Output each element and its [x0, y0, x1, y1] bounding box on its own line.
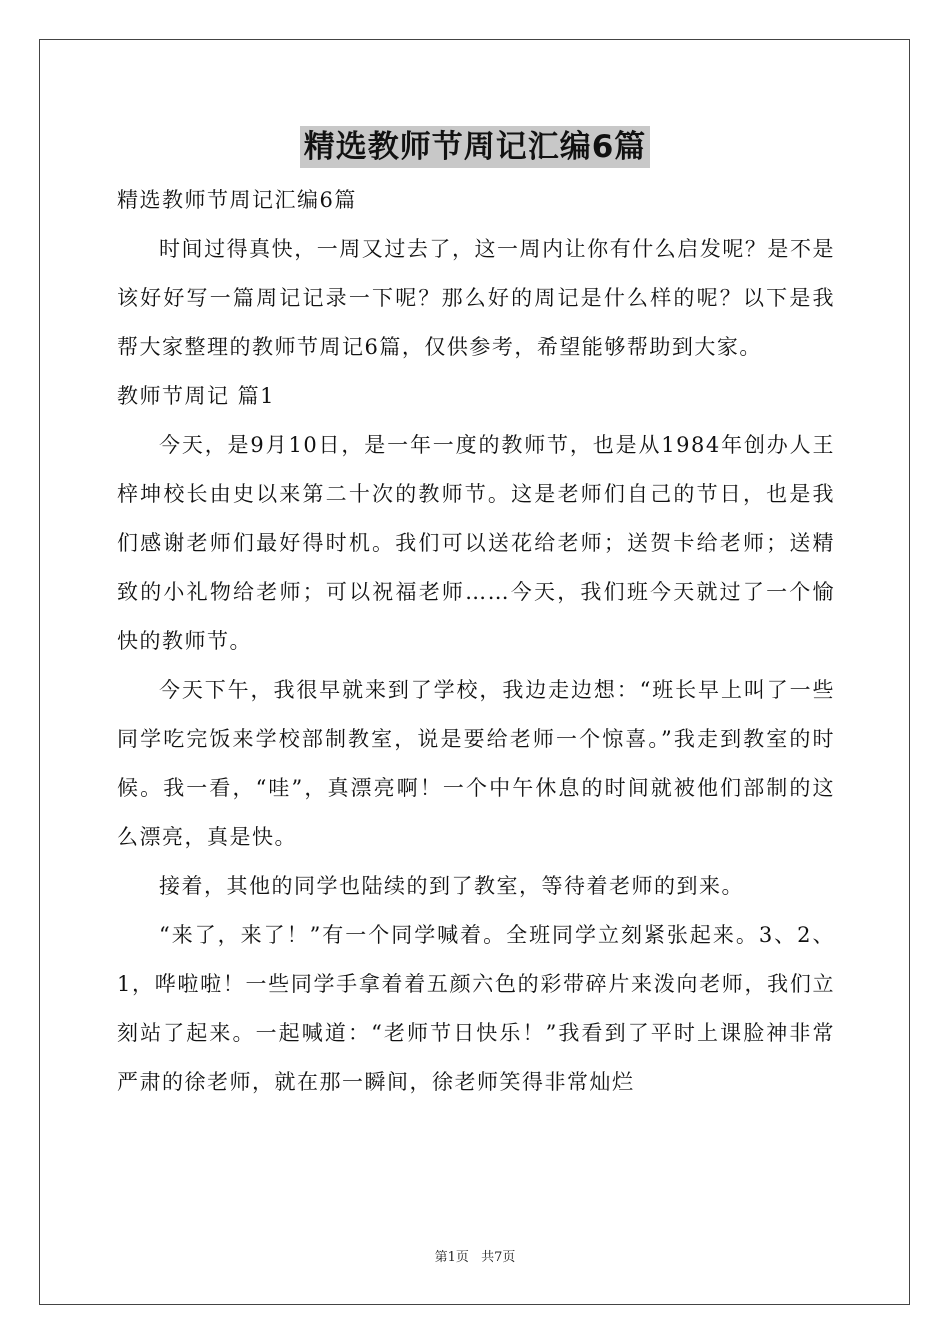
paragraph: 今天下午，我很早就来到了学校，我边走边想：“班长早上叫了一些同学吃完饭来学校部制教室，说是要给老师一个惊喜。”我走到教室的时候。我一看，“哇”，真漂亮啊！一个中午休息的时间就被他们部制的这么漂亮，真是快。 — [117, 678, 835, 849]
page-number-current: 第1页 — [434, 1250, 469, 1265]
paragraph: 接着，其他的同学也陆续的到了教室，等待着老师的到来。 — [159, 874, 744, 898]
document-body — [117, 176, 835, 1107]
paragraph-intro: 时间过得真快，一周又过去了，这一周内让你有什么启发呢？是不是该好好写一篇周记记录一下呢？那么好的周记是什么样的呢？以下是我帮大家整理的教师节周记6篇，仅供参考，希望能够帮助到大家。 — [117, 237, 835, 359]
title-wrap — [0, 126, 950, 168]
paragraph-heading: 精选教师节周记汇编6篇 — [117, 188, 357, 212]
document-title: 精选教师节周记汇编6篇 — [300, 126, 651, 168]
page-number-total: 共7页 — [481, 1250, 516, 1265]
paragraph: “来了，来了！”有一个同学喊着。全班同学立刻紧张起来。3、2、1，哗啦啦！一些同学手拿着着五颜六色的彩带碎片来泼向老师，我们立刻站了起来。一起喊道：“老师节日快乐！”我看到了平时上课脸神非常严肃的徐老师，就在那一瞬间，徐老师笑得非常灿烂 — [117, 923, 835, 1094]
section-heading: 教师节周记 篇1 — [117, 384, 276, 408]
paragraph: 今天，是9月10日，是一年一度的教师节，也是从1984年创办人王梓坤校长由史以来第二十次的教师节。这是老师们自己的节日，也是我们感谢老师们最好得时机。我们可以送花给老师；送贺卡给老师；送精致的小礼物给老师；可以祝福老师……今天，我们班今天就过了一个愉快的教师节。 — [117, 433, 835, 653]
page-footer — [0, 1246, 950, 1265]
